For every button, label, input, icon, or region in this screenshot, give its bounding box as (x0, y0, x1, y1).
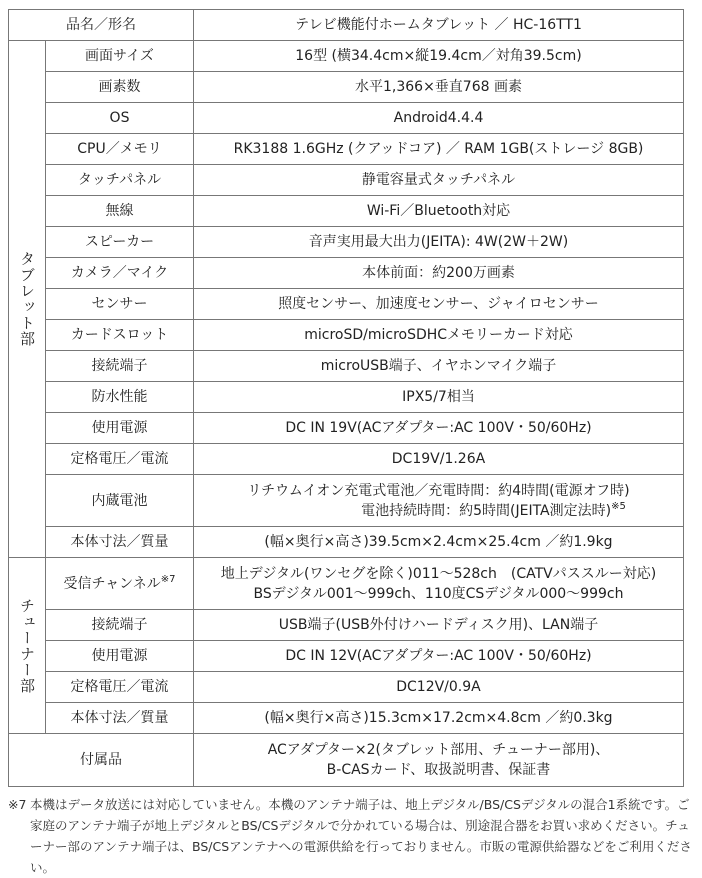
row-value: 本体前面：約200万画素 (194, 258, 684, 289)
table-row (9, 320, 684, 351)
table-row (9, 413, 684, 444)
table-row (9, 641, 684, 672)
table-row-header (9, 10, 684, 41)
row-label: 無線 (46, 196, 194, 227)
value-line: リチウムイオン充電式電池／充電時間：約4時間(電源オフ時) (247, 482, 630, 499)
table-row (9, 444, 684, 475)
spec-table (8, 9, 684, 787)
value-line: 電池持続時間：約5時間(JEITA測定法時)$^{※5}$ (361, 500, 626, 519)
row-value: 16型 (横34.4cm×縦19.4cm／対角39.5cm) (194, 41, 684, 72)
row-label: 接続端子 (46, 610, 194, 641)
group-label-tablet: タブレット部 (9, 41, 46, 558)
table-row (9, 351, 684, 382)
row-value: 静電容量式タッチパネル (194, 165, 684, 196)
row-value (194, 734, 684, 787)
table-row (9, 672, 684, 703)
row-label: タッチパネル (46, 165, 194, 196)
row-label: CPU／メモリ (46, 134, 194, 165)
row-label: 使用電源 (46, 641, 194, 672)
row-value: USB端子(USB外付けハードディスク用)、LAN端子 (194, 610, 684, 641)
row-value: RK3188 1.6GHz (クアッドコア) ／ RAM 1GB(ストレージ 8GB) (194, 134, 684, 165)
row-value: DC IN 19V(ACアダプター:AC 100V・50/60Hz) (194, 413, 684, 444)
row-value: テレビ機能付ホームタブレット ／ HC-16TT1 (194, 10, 684, 41)
row-label: 使用電源 (46, 413, 194, 444)
row-label: 本体寸法／質量 (46, 527, 194, 558)
row-value: IPX5/7相当 (194, 382, 684, 413)
table-row (9, 475, 684, 527)
table-row (9, 527, 684, 558)
row-value (194, 475, 684, 527)
row-label: センサー (46, 289, 194, 320)
table-row (9, 165, 684, 196)
footnote-ref: ※7 (160, 573, 176, 585)
footnote-mark: ※7 (8, 797, 27, 812)
row-label: 画面サイズ (46, 41, 194, 72)
row-label: 定格電圧／電流 (46, 672, 194, 703)
table-row (9, 196, 684, 227)
table-row (9, 258, 684, 289)
footnote (8, 794, 694, 878)
value-line: 地上デジタル(ワンセグを除く)011〜528ch (CATVパススルー対応) (220, 565, 657, 582)
value-line: ACアダプター×2(タブレット部用、チューナー部用)、 (267, 742, 610, 758)
table-row (9, 382, 684, 413)
row-label: カードスロット (46, 320, 194, 351)
row-value: DC19V/1.26A (194, 444, 684, 475)
value-line: BSデジタル001〜999ch、110度CSデジタル000〜999ch (253, 585, 624, 602)
row-label: 防水性能 (46, 382, 194, 413)
footnote-text: 本機はデータ放送には対応していません。本機のアンテナ端子は、地上デジタル/BS/CSデジタルの混合1系統です。ご家庭のアンテナ端子が地上デジタルとBS/CSデジタルで分かれている場合は、別途混合器をお買い求めください。チューナー部のアンテナ端子は、BS/CSアンテナへの電源供給を行っておりません。市販の電源供給器などをご利用ください。 (30, 797, 692, 875)
row-label: 画素数 (46, 72, 194, 103)
row-label: 付属品 (9, 734, 194, 787)
table-row-accessories (9, 734, 684, 787)
row-value (194, 558, 684, 610)
row-label: 定格電圧／電流 (46, 444, 194, 475)
row-label: 内蔵電池 (46, 475, 194, 527)
row-label: 本体寸法／質量 (46, 703, 194, 734)
row-label: 接続端子 (46, 351, 194, 382)
row-label: 受信チャンネル$^{※7}$ (46, 558, 194, 610)
value-line: B-CASカード、取扱説明書、保証書 (326, 762, 551, 778)
row-value: (幅×奥行×高さ)15.3cm×17.2cm×4.8cm ／約0.3kg (194, 703, 684, 734)
row-label: OS (46, 103, 194, 134)
row-value: microSD/microSDHCメモリーカード対応 (194, 320, 684, 351)
row-label: カメラ／マイク (46, 258, 194, 289)
footnote-ref: ※5 (611, 500, 626, 512)
table-row (9, 610, 684, 641)
table-row (9, 227, 684, 258)
group-label-tuner: チューナー部 (9, 558, 46, 734)
table-row (9, 703, 684, 734)
table-row (9, 72, 684, 103)
row-value: microUSB端子、イヤホンマイク端子 (194, 351, 684, 382)
row-value: 照度センサー、加速度センサー、ジャイロセンサー (194, 289, 684, 320)
row-value: DC IN 12V(ACアダプター:AC 100V・50/60Hz) (194, 641, 684, 672)
row-value: (幅×奥行×高さ)39.5cm×2.4cm×25.4cm ／約1.9kg (194, 527, 684, 558)
row-value: 水平1,366×垂直768 画素 (194, 72, 684, 103)
table-row (9, 41, 684, 72)
row-label: スピーカー (46, 227, 194, 258)
table-row (9, 134, 684, 165)
table-row (9, 289, 684, 320)
table-row (9, 103, 684, 134)
table-row (9, 558, 684, 610)
row-value: 音声実用最大出力(JEITA): 4W(2W＋2W) (194, 227, 684, 258)
row-value: Wi-Fi／Bluetooth対応 (194, 196, 684, 227)
row-label: 品名／形名 (9, 10, 194, 41)
row-value: Android4.4.4 (194, 103, 684, 134)
row-value: DC12V/0.9A (194, 672, 684, 703)
